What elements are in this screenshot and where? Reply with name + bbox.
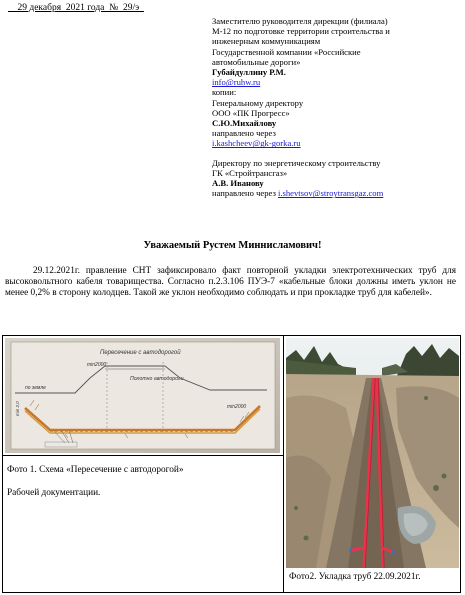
- copy2-line: ГК «Стройтрансгаз»: [212, 167, 288, 178]
- copy2-line: Директору по энергетическому строительству: [212, 157, 381, 168]
- pipe-laying-photo: [286, 338, 459, 568]
- addressee-line: Заместителю руководителя дирекции (филиала): [212, 16, 388, 26]
- date-number-line: 29 декабря 2021 года № 29/э: [8, 3, 144, 13]
- body-paragraph: 29.12.2021г. правление СНТ зафиксировало факт повторной укладки электротехнических труб для высоковольтного кабеля товарищества. Согласно п.2.3.106 ПУЭ-7 «кабельные блоки должны иметь уклон не менее 0,2% в сторону колодцев. Такой же уклон необходимо соблюдать и при прокладке труб для кабелей».: [5, 266, 456, 299]
- addressee-line: Государственной компании «Российские: [212, 46, 361, 57]
- addressee-line: М-12 по подготовке территории строительства и: [212, 26, 390, 37]
- copies-label: копии:: [212, 87, 237, 98]
- copy2-name: А.В. Иванову: [212, 178, 264, 189]
- scheme-depth-label: min 2,0: [15, 401, 20, 416]
- table-divider: [283, 335, 284, 593]
- copy2-via: направлено через: [212, 188, 278, 199]
- addressee-block: [212, 16, 462, 198]
- road-crossing-scheme-image: [5, 338, 280, 453]
- scheme-road-label: Полотно автодороги: [130, 376, 184, 382]
- copy1-via: направлено через: [212, 128, 276, 139]
- scheme-title: Пересечение с автодорогой: [100, 350, 181, 356]
- photo1-caption-cont: Рабочей документации.: [7, 488, 101, 498]
- copy1-email-link[interactable]: i.kashcheev@gk-gorka.ru: [212, 138, 301, 149]
- scheme-ground-label: по земле: [25, 385, 46, 391]
- addressee-email-link[interactable]: info@ruhw.ru: [212, 77, 261, 88]
- addressee-line: инженерным коммуникациям: [212, 36, 321, 47]
- copy1-name: С.Ю.Михайлову: [212, 118, 277, 129]
- copy2-email-link[interactable]: i.shevtsov@stroytransgaz.com: [278, 188, 384, 199]
- table-divider: [2, 455, 284, 456]
- addressee-line: автомобильные дороги»: [212, 56, 301, 67]
- copy1-line: ООО «ПК Прогресс»: [212, 107, 290, 118]
- scheme-min-right: min2000: [227, 404, 247, 410]
- addressee-name: Губайдуллину Р.М.: [212, 67, 286, 78]
- photo2-caption: Фото2. Укладка труб 22.09.2021г.: [289, 572, 421, 582]
- greeting: Уважаемый Рустем Миннисламович!: [143, 240, 322, 251]
- photo1-caption: Фото 1. Схема «Пересечение с автодорогой»: [7, 465, 184, 475]
- scheme-min-left: min2000: [87, 362, 107, 368]
- copy1-line: Генеральному директору: [212, 97, 304, 108]
